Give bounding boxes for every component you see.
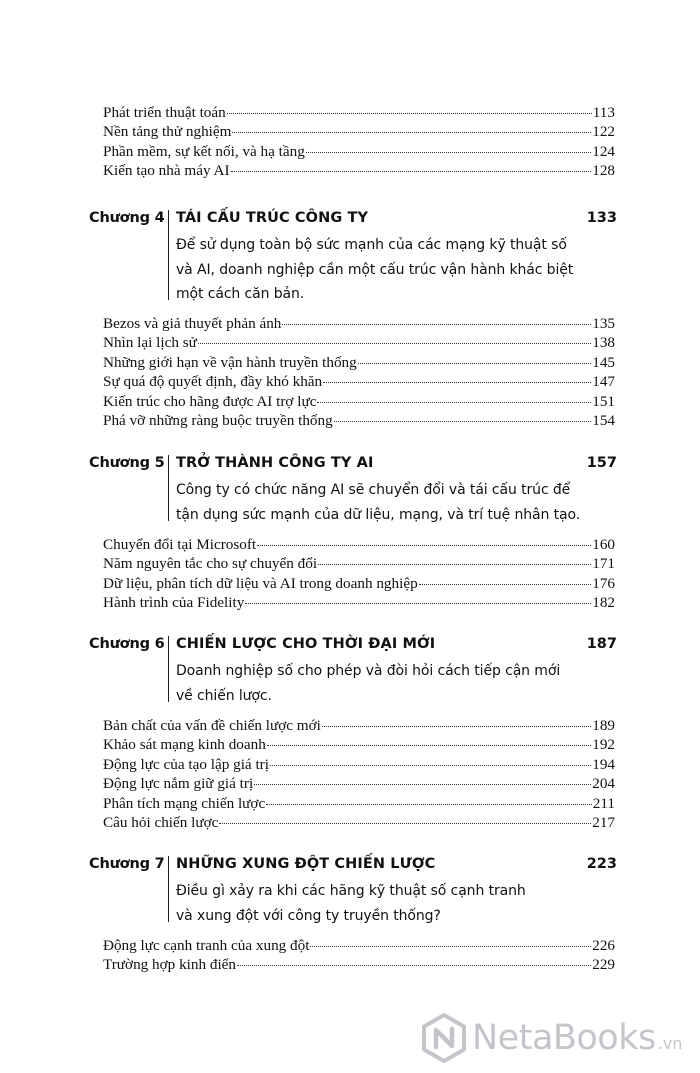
toc-entry-title: Câu hỏi chiến lược bbox=[103, 813, 219, 831]
description-line: một cách căn bản. bbox=[176, 286, 305, 302]
toc-entry-title: Trường hợp kinh điển bbox=[103, 956, 237, 974]
chapter-divider bbox=[168, 636, 169, 702]
toc-entry bbox=[103, 535, 615, 554]
toc-entry-title: Phá vỡ những ràng buộc truyền thống bbox=[103, 411, 333, 429]
dot-leader bbox=[227, 113, 592, 114]
toc-entry-title: Bản chất của vấn đề chiến lược mới bbox=[103, 717, 321, 734]
dot-leader bbox=[219, 823, 591, 824]
toc-entry-title: Động lực nắm giữ giá trị bbox=[103, 775, 254, 793]
chapter-4-entries bbox=[103, 314, 615, 430]
toc-entry-page: 192 bbox=[592, 736, 615, 754]
chapter-title: CHIẾN LƯỢC CHO THỜI ĐẠI MỚI bbox=[176, 636, 436, 652]
dot-leader bbox=[310, 946, 591, 947]
description-line: về chiến lược. bbox=[176, 687, 272, 704]
description-line: Điều gì xảy ra khi các hãng kỹ thuật số cạnh tranh bbox=[176, 883, 526, 899]
toc-entry-page: 189 bbox=[592, 717, 615, 734]
toc-entry bbox=[103, 333, 615, 352]
toc-entry-page: 171 bbox=[592, 555, 615, 573]
toc-entry-page: 124 bbox=[592, 142, 615, 160]
dot-leader bbox=[254, 784, 591, 785]
toc-entry-page: 211 bbox=[592, 794, 615, 812]
dot-leader bbox=[334, 421, 592, 422]
description-line: Doanh nghiệp số cho phép và đòi hỏi cách tiếp cận mới bbox=[176, 663, 561, 679]
dot-leader bbox=[266, 804, 592, 805]
toc-entry bbox=[103, 794, 615, 813]
netabooks-logo-icon bbox=[418, 1012, 470, 1064]
toc-entry bbox=[103, 161, 615, 180]
dot-leader bbox=[232, 132, 591, 133]
toc-entry bbox=[103, 142, 615, 161]
toc-entry-page: 229 bbox=[592, 956, 615, 974]
dot-leader bbox=[270, 765, 591, 766]
toc-entry bbox=[103, 574, 615, 593]
chapter-page: 187 bbox=[586, 636, 617, 652]
netabooks-watermark bbox=[418, 1010, 682, 1066]
toc-entry-title: Chuyển đổi tại Microsoft bbox=[103, 536, 257, 553]
toc-entry-page: 194 bbox=[592, 755, 615, 773]
toc-entry bbox=[103, 353, 615, 372]
dot-leader bbox=[323, 382, 591, 383]
toc-entry bbox=[103, 774, 615, 793]
chapter-description bbox=[176, 879, 596, 928]
toc-entry-title: Năm nguyên tắc cho sự chuyển đổi bbox=[103, 555, 318, 573]
toc-entry-title: Phát triển thuật toán bbox=[103, 104, 226, 121]
toc-entry-page: 151 bbox=[592, 392, 615, 410]
toc-entry bbox=[103, 314, 615, 333]
chapter-divider bbox=[168, 455, 169, 521]
toc-entry-page: 135 bbox=[592, 315, 615, 332]
toc-entry-title: Khảo sát mạng kinh doanh bbox=[103, 736, 266, 754]
toc-entry-page: 147 bbox=[592, 373, 615, 391]
toc-entry-title: Bezos và giả thuyết phản ánh bbox=[103, 315, 282, 332]
toc-entry bbox=[103, 955, 615, 974]
toc-entry-title: Phân tích mạng chiến lược bbox=[103, 794, 266, 812]
chapter-divider bbox=[168, 210, 169, 300]
toc-entry bbox=[103, 593, 615, 612]
dot-leader bbox=[198, 343, 591, 344]
toc-entry-title: Nhìn lại lịch sử bbox=[103, 334, 197, 352]
toc-entry-title: Động lực cạnh tranh của xung đột bbox=[103, 937, 310, 954]
dot-leader bbox=[231, 171, 592, 172]
chapter-7-entries bbox=[103, 936, 615, 975]
toc-entry-title: Những giới hạn về vận hành truyền thống bbox=[103, 353, 357, 371]
chapter-description bbox=[176, 478, 596, 527]
toc-entry-page: 154 bbox=[592, 411, 615, 429]
toc-entry bbox=[103, 411, 615, 430]
toc-entry bbox=[103, 392, 615, 411]
watermark-brand: NetaBooks bbox=[472, 1018, 656, 1058]
dot-leader bbox=[419, 584, 592, 585]
toc-entry-page: 217 bbox=[592, 813, 615, 831]
toc-entry-title: Dữ liệu, phân tích dữ liệu và AI trong doanh nghiệp bbox=[103, 574, 418, 592]
chapter-label: Chương 4 bbox=[89, 210, 165, 226]
toc-entry bbox=[103, 936, 615, 955]
chapter-title: TÁI CẤU TRÚC CÔNG TY bbox=[176, 210, 369, 226]
toc-entry-title: Nền tảng thử nghiệm bbox=[103, 123, 232, 141]
chapter-label: Chương 7 bbox=[89, 856, 165, 872]
description-line: Công ty có chức năng AI sẽ chuyển đổi và tái cấu trúc để bbox=[176, 482, 571, 498]
dot-leader bbox=[267, 745, 591, 746]
toc-entry-title: Động lực của tạo lập giá trị bbox=[103, 755, 269, 773]
dot-leader bbox=[358, 363, 591, 364]
toc-entry-title: Sự quá độ quyết định, đầy khó khăn bbox=[103, 373, 323, 391]
toc-entry-page: 113 bbox=[592, 104, 615, 121]
watermark-suffix: .vn bbox=[657, 1033, 683, 1053]
description-line: Để sử dụng toàn bộ sức mạnh của các mạng kỹ thuật số bbox=[176, 237, 567, 253]
toc-entry-title: Hành trình của Fidelity bbox=[103, 594, 245, 612]
chapter-6-entries bbox=[103, 716, 615, 832]
toc-entry-page: 226 bbox=[592, 937, 615, 954]
toc-entry-page: 122 bbox=[592, 123, 615, 141]
description-line: tận dụng sức mạnh của dữ liệu, mạng, và trí tuệ nhân tạo. bbox=[176, 506, 581, 523]
dot-leader bbox=[237, 965, 591, 966]
toc-entry bbox=[103, 372, 615, 391]
toc-entry-title: Phần mềm, sự kết nối, và hạ tầng bbox=[103, 142, 305, 160]
chapter-page: 133 bbox=[586, 210, 617, 226]
toc-entry bbox=[103, 554, 615, 573]
chapter-title: NHỮNG XUNG ĐỘT CHIẾN LƯỢC bbox=[176, 856, 436, 872]
chapter-5-entries bbox=[103, 535, 615, 613]
toc-entry-title: Kiến trúc cho hãng được AI trợ lực bbox=[103, 392, 317, 410]
toc-entry-page: 160 bbox=[592, 536, 615, 553]
dot-leader bbox=[282, 324, 591, 325]
description-line: và AI, doanh nghiệp cần một cấu trúc vận hành khác biệt bbox=[176, 261, 574, 278]
toc-entry-title: Kiến tạo nhà máy AI bbox=[103, 162, 230, 180]
toc-entry-page: 128 bbox=[592, 162, 615, 180]
dot-leader bbox=[322, 726, 591, 727]
chapter-page: 157 bbox=[586, 455, 617, 471]
toc-entry bbox=[103, 755, 615, 774]
toc-entry bbox=[103, 103, 615, 122]
chapter-label: Chương 6 bbox=[89, 636, 165, 652]
toc-entry bbox=[103, 813, 615, 832]
dot-leader bbox=[318, 564, 591, 565]
chapter-description bbox=[176, 659, 596, 708]
description-line: và xung đột với công ty truyền thống? bbox=[176, 907, 441, 924]
toc-entry bbox=[103, 122, 615, 141]
chapter-title: TRỞ THÀNH CÔNG TY AI bbox=[176, 455, 374, 471]
chapter-divider bbox=[168, 856, 169, 922]
chapter-label: Chương 5 bbox=[89, 455, 165, 471]
chapter-description bbox=[176, 233, 596, 307]
toc-entry bbox=[103, 735, 615, 754]
toc-entry-page: 145 bbox=[592, 353, 615, 371]
toc-entries-top bbox=[103, 103, 615, 181]
toc-entry-page: 204 bbox=[592, 775, 615, 793]
dot-leader bbox=[257, 545, 591, 546]
toc-entry-page: 176 bbox=[592, 574, 615, 592]
toc-entry-page: 138 bbox=[592, 334, 615, 352]
toc-entry bbox=[103, 716, 615, 735]
toc-entry-page: 182 bbox=[592, 594, 615, 612]
chapter-page: 223 bbox=[586, 856, 617, 872]
dot-leader bbox=[245, 603, 591, 604]
dot-leader bbox=[306, 152, 591, 153]
dot-leader bbox=[317, 402, 591, 403]
